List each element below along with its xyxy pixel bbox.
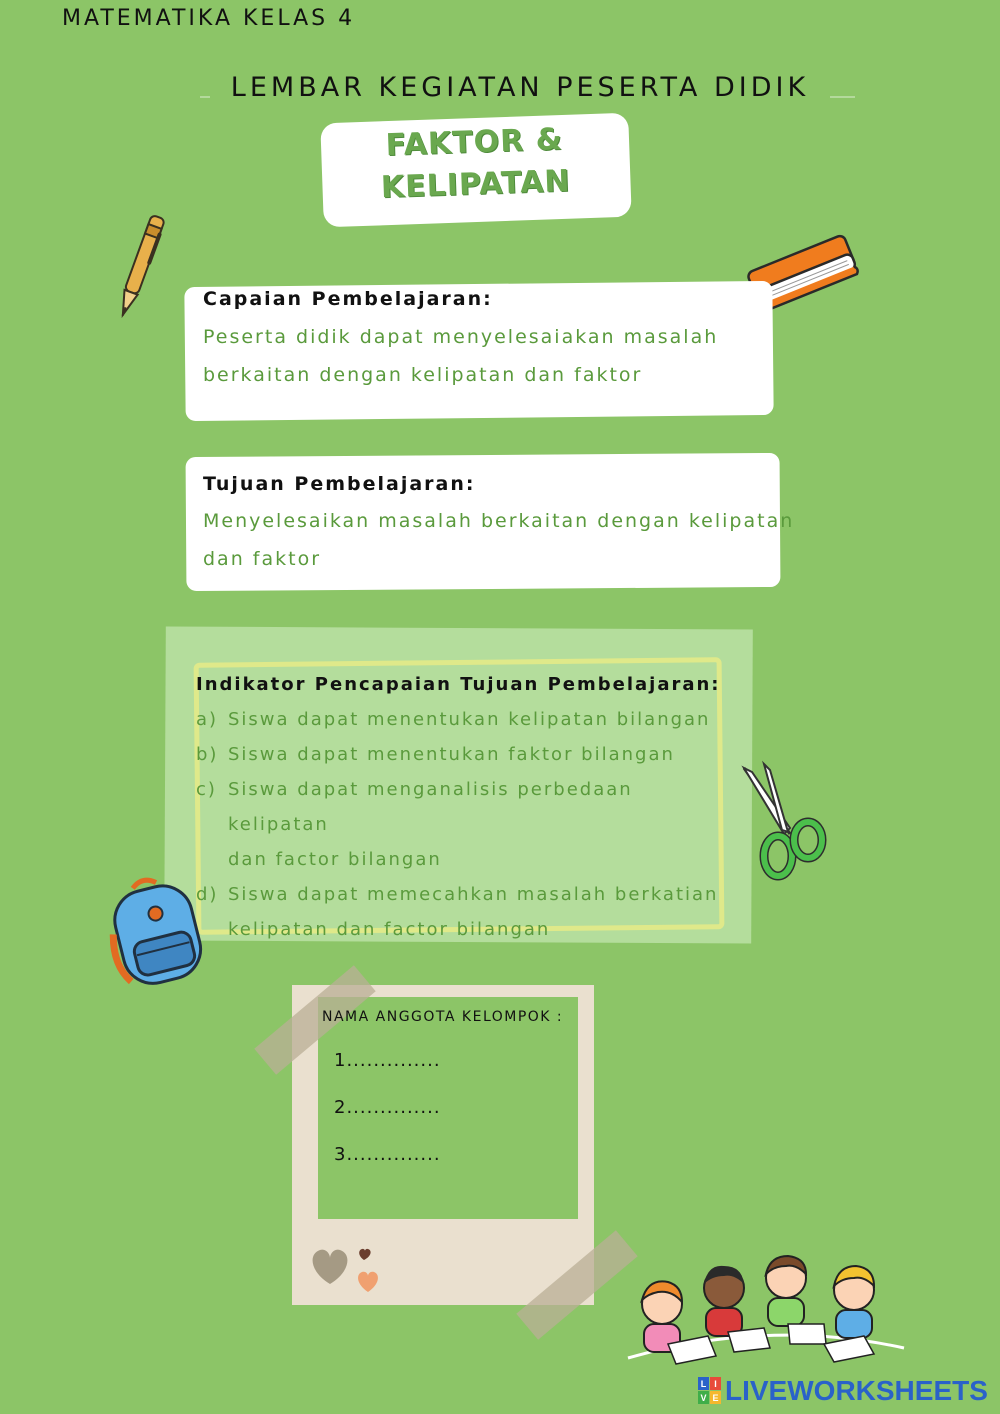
tujuan-line: dan faktor (203, 548, 322, 570)
indikator-item-continuation (196, 912, 736, 947)
pen-icon (108, 206, 174, 324)
page-title: LEMBAR KEGIATAN PESERTA DIDIK (210, 72, 830, 103)
capaian-line: Peserta didik dapat menyelesaiakan masalah (203, 326, 719, 348)
indikator-item-text: Siswa dapat memecahkan masalah berkatian (228, 884, 719, 905)
hearts-icon (306, 1240, 390, 1296)
logo-letter: V (700, 1393, 707, 1403)
group-members-title: NAMA ANGGOTA KELOMPOK : (322, 1009, 564, 1025)
indikator-heading: Indikator Pencapaian Tujuan Pembelajaran: (196, 674, 721, 695)
backpack-icon (104, 874, 208, 990)
indikator-item-text: Siswa dapat menentukan kelipatan bilangan (228, 709, 711, 730)
group-member-line[interactable]: 2.............. (334, 1097, 441, 1118)
logo-letter: E (712, 1393, 719, 1403)
indikator-item-text: Siswa dapat menganalisis perbedaan kelipatan (228, 779, 633, 835)
indikator-item (196, 737, 736, 772)
tujuan-heading: Tujuan Pembelajaran: (203, 473, 476, 495)
topic-title (339, 117, 612, 210)
indikator-item-text: kelipatan dan factor bilangan (228, 919, 551, 940)
scissors-icon (738, 764, 830, 882)
capaian-heading: Capaian Pembelajaran: (203, 288, 493, 310)
indikator-item-label: d) (196, 884, 219, 905)
capaian-line: berkaitan dengan kelipatan dan faktor (203, 364, 643, 386)
group-member-line[interactable]: 1.............. (334, 1050, 441, 1071)
indikator-item (196, 702, 736, 737)
logo-letter: I (714, 1379, 717, 1389)
capaian-body (203, 318, 718, 394)
topic-title-line2: KELIPATAN (380, 163, 572, 206)
indikator-item-text: Siswa dapat menentukan faktor bilangan (228, 744, 675, 765)
group-member-line[interactable]: 3.............. (334, 1144, 441, 1165)
indikator-item-label: b) (196, 744, 219, 765)
topic-title-line1: FAKTOR & (385, 121, 564, 164)
indikator-item-text: dan factor bilangan (228, 849, 442, 870)
indikator-item-label: c) (196, 779, 217, 800)
indikator-item (196, 877, 736, 912)
children-illustration (628, 1248, 904, 1372)
tujuan-line: Menyelesaikan masalah berkaitan dengan kelipatan (203, 510, 795, 532)
indikator-item-label: a) (196, 709, 219, 730)
tujuan-body (203, 502, 794, 578)
liveworksheets-logo-icon (698, 1377, 722, 1405)
liveworksheets-watermark[interactable] (698, 1376, 988, 1406)
indikator-list (196, 702, 736, 947)
logo-letter: L (700, 1379, 707, 1389)
subject-label: MATEMATIKA KELAS 4 (62, 6, 356, 31)
indikator-item-continuation (196, 842, 736, 877)
indikator-item (196, 772, 736, 842)
watermark-text: LIVEWORKSHEETS (725, 1375, 988, 1406)
